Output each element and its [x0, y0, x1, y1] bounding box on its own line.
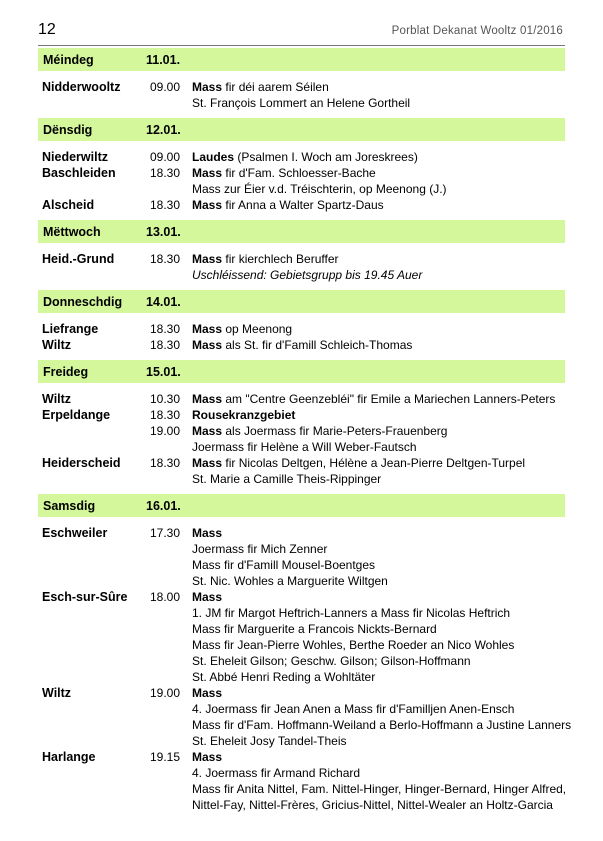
day-date: 15.01. — [146, 365, 181, 379]
entry-time: 18.30 — [149, 322, 180, 336]
day-name: Donneschdig — [43, 295, 123, 309]
page-header — [38, 18, 565, 44]
entry-line — [192, 79, 565, 95]
intention-text: 4. Joermass fir Jean Anen a Mass fir d'Familljen Anen-Ensch — [192, 702, 515, 716]
schedule-entry — [38, 321, 565, 337]
entry-line — [192, 637, 565, 653]
service-type: Mass — [192, 338, 223, 352]
entry-time: 09.00 — [149, 150, 180, 164]
entry-place: Esch-sur-Sûre — [42, 590, 128, 604]
intention-text: als Joermass fir Marie-Peters-Frauenberg — [222, 424, 448, 438]
entry-lines — [192, 251, 565, 283]
intention-text: 4. Joermass fir Armand Richard — [192, 766, 361, 780]
entry-time: 19.15 — [149, 750, 180, 764]
day-entries — [38, 517, 572, 820]
entry-lines — [192, 749, 565, 813]
intention-text: Mass fir Anita Nittel, Fam. Nittel-Hinger, Hinger-Bernard, Hinger Alfred, — [192, 782, 567, 796]
entry-line — [192, 541, 565, 557]
entry-place: Heid.-Grund — [42, 252, 115, 266]
entry-time: 18.30 — [149, 408, 180, 422]
entry-line — [192, 733, 565, 749]
entry-lines — [192, 589, 565, 685]
intention-text: 1. JM fir Margot Heftrich-Lanners a Mass fir Nicolas Heftrich — [192, 606, 511, 620]
day-entries — [38, 243, 565, 290]
entry-line — [192, 439, 565, 455]
schedule-entry — [38, 251, 565, 283]
mass-schedule — [38, 48, 572, 820]
entry-time: 18.30 — [149, 166, 180, 180]
entry-time: 18.30 — [149, 252, 180, 266]
service-type: Mass — [192, 322, 223, 336]
intention-text: fir Nicolas Deltgen, Hélène a Jean-Pierre Deltgen-Turpel — [222, 456, 526, 470]
entry-line — [192, 557, 565, 573]
entry-place: Wiltz — [42, 686, 72, 700]
schedule-entry — [38, 685, 572, 749]
service-type: Mass — [192, 456, 223, 470]
entry-time: 19.00 — [149, 686, 180, 700]
day-entries — [38, 141, 565, 220]
service-type: Mass — [192, 166, 223, 180]
schedule-entry — [38, 337, 565, 353]
entry-time: 17.30 — [149, 526, 180, 540]
intention-text: St. Eheleit Josy Tandel-Theis — [192, 734, 347, 748]
entry-lines — [192, 391, 565, 407]
entry-lines — [192, 165, 565, 197]
entry-place: Liefrange — [42, 322, 99, 336]
day-date: 13.01. — [146, 225, 181, 239]
service-type: Mass — [192, 686, 223, 700]
schedule-entry — [38, 79, 565, 111]
day-header — [38, 48, 565, 71]
intention-text: fir d'Fam. Schloesser-Bache — [222, 166, 376, 180]
day-name: Freideg — [43, 365, 89, 379]
intention-text: St. Abbé Henri Reding a Wohltäter — [192, 670, 376, 684]
day-entries — [38, 383, 565, 494]
page-number: 12 — [38, 21, 56, 38]
intention-text: op Meenong — [222, 322, 293, 336]
intention-text: St. François Lommert an Helene Gortheil — [192, 96, 411, 110]
intention-text: Joermass fir Mich Zenner — [192, 542, 328, 556]
day-header — [38, 360, 565, 383]
intention-text: Uschléissend: Gebietsgrupp bis 19.45 Auer — [192, 268, 423, 282]
day-header — [38, 494, 565, 517]
entry-time: 18.00 — [149, 590, 180, 604]
header-rule — [38, 45, 565, 46]
schedule-entry — [38, 455, 565, 487]
entry-line — [192, 165, 565, 181]
entry-lines — [192, 197, 565, 213]
schedule-entry — [38, 407, 565, 423]
intention-text: am "Centre Geenzebléi" fir Emile a Mariechen Lanners-Peters — [222, 392, 556, 406]
entry-line — [192, 653, 565, 669]
entry-line — [192, 525, 565, 541]
service-type: Rousekranzgebiet — [192, 408, 296, 422]
entry-line — [192, 589, 565, 605]
intention-text: Mass fir d'Famill Mousel-Boentges — [192, 558, 376, 572]
schedule-entry — [38, 589, 565, 685]
entry-lines — [192, 423, 565, 455]
entry-line — [192, 471, 565, 487]
entry-lines — [192, 455, 565, 487]
entry-line — [192, 685, 565, 701]
entry-line — [192, 423, 565, 439]
schedule-entry — [38, 749, 565, 813]
entry-line — [192, 781, 565, 797]
entry-line — [192, 669, 565, 685]
entry-lines — [192, 149, 565, 165]
entry-line — [192, 455, 565, 471]
intention-text: Mass fir Jean-Pierre Wohles, Berthe Roeder an Nico Wohles — [192, 638, 515, 652]
intention-text: St. Marie a Camille Theis-Rippinger — [192, 472, 382, 486]
entry-line — [192, 797, 565, 813]
entry-line — [192, 605, 565, 621]
intention-text: fir Anna a Walter Spartz-Daus — [222, 198, 384, 212]
entry-line — [192, 391, 565, 407]
day-header — [38, 290, 565, 313]
intention-text: fir kierchlech Beruffer — [222, 252, 339, 266]
entry-place: Nidderwooltz — [42, 80, 121, 94]
entry-place: Erpeldange — [42, 408, 111, 422]
publication-title: Porblat Dekanat Wooltz 01/2016 — [391, 25, 563, 37]
service-type: Mass — [192, 80, 223, 94]
service-type: Mass — [192, 590, 223, 604]
entry-line — [192, 95, 565, 111]
schedule-entry — [38, 165, 565, 197]
entry-line — [192, 701, 565, 717]
intention-text: als St. fir d'Famill Schleich-Thomas — [222, 338, 413, 352]
entry-line — [192, 621, 565, 637]
schedule-entry — [38, 525, 565, 589]
intention-text: (Psalmen I. Woch am Joreskrees) — [234, 150, 418, 164]
entry-time: 18.30 — [149, 456, 180, 470]
entry-lines — [192, 407, 565, 423]
entry-line — [192, 573, 565, 589]
day-name: Dënsdig — [43, 123, 93, 137]
entry-line — [192, 149, 565, 165]
day-date: 11.01. — [146, 53, 181, 67]
day-header — [38, 118, 565, 141]
day-date: 16.01. — [146, 499, 181, 513]
entry-line — [192, 181, 565, 197]
entry-line — [192, 251, 565, 267]
entry-lines — [192, 321, 565, 337]
entry-line — [192, 197, 565, 213]
entry-lines — [192, 79, 565, 111]
day-header — [38, 220, 565, 243]
entry-place: Niederwiltz — [42, 150, 108, 164]
entry-time: 18.30 — [149, 198, 180, 212]
entry-line — [192, 321, 565, 337]
day-name: Méindeg — [43, 53, 94, 67]
day-name: Samsdig — [43, 499, 96, 513]
intention-text: Mass zur Éier v.d. Tréischterin, op Meenong (J.) — [192, 182, 447, 196]
intention-text: Mass fir Marguerite a Francois Nickts-Bernard — [192, 622, 437, 636]
entry-time: 19.00 — [149, 424, 180, 438]
schedule-entry — [38, 149, 565, 165]
entry-line — [192, 407, 565, 423]
entry-lines — [192, 685, 572, 749]
entry-lines — [192, 525, 565, 589]
service-type: Mass — [192, 526, 223, 540]
entry-line — [192, 267, 565, 283]
service-type: Laudes — [192, 150, 235, 164]
entry-place: Wiltz — [42, 338, 72, 352]
intention-text: St. Eheleit Gilson; Geschw. Gilson; Gilson-Hoffmann — [192, 654, 471, 668]
entry-time: 10.30 — [149, 392, 180, 406]
entry-place: Alscheid — [42, 198, 95, 212]
intention-text: Nittel-Fay, Nittel-Frères, Gricius-Nittel, Nittel-Wealer an Holtz-Garcia — [192, 798, 553, 812]
day-date: 12.01. — [146, 123, 181, 137]
entry-line — [192, 749, 565, 765]
schedule-entry — [38, 391, 565, 407]
intention-text: fir déi aarem Séilen — [222, 80, 329, 94]
entry-line — [192, 717, 572, 733]
schedule-entry — [38, 423, 565, 455]
day-date: 14.01. — [146, 295, 181, 309]
intention-text: Joermass fir Helène a Will Weber-Fautsch — [192, 440, 417, 454]
service-type: Mass — [192, 392, 223, 406]
day-name: Mëttwoch — [43, 225, 101, 239]
intention-text: Mass fir d'Fam. Hoffmann-Weiland a Berlo-Hoffmann a Justine Lanners — [192, 718, 572, 732]
day-entries — [38, 313, 565, 360]
service-type: Mass — [192, 198, 223, 212]
entry-place: Harlange — [42, 750, 96, 764]
entry-place: Wiltz — [42, 392, 72, 406]
entry-line — [192, 765, 565, 781]
entry-lines — [192, 337, 565, 353]
entry-place: Eschweiler — [42, 526, 108, 540]
intention-text: St. Nic. Wohles a Marguerite Wiltgen — [192, 574, 388, 588]
entry-place: Heiderscheid — [42, 456, 121, 470]
entry-place: Baschleiden — [42, 166, 116, 180]
service-type: Mass — [192, 252, 223, 266]
service-type: Mass — [192, 424, 223, 438]
schedule-entry — [38, 197, 565, 213]
day-entries — [38, 71, 565, 118]
entry-line — [192, 337, 565, 353]
entry-time: 18.30 — [149, 338, 180, 352]
service-type: Mass — [192, 750, 223, 764]
entry-time: 09.00 — [149, 80, 180, 94]
